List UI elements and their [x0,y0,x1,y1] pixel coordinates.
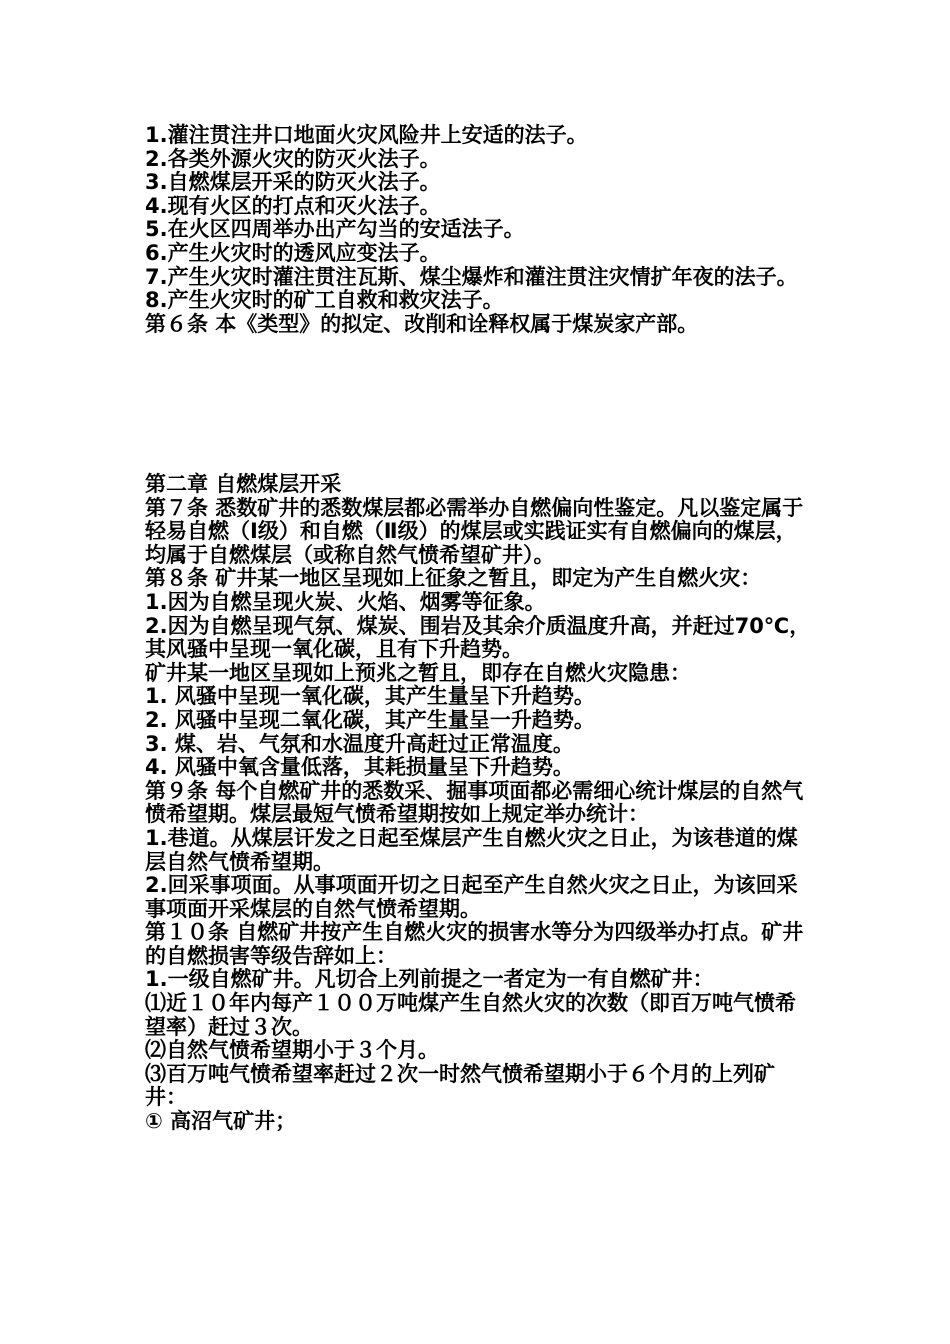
article-paragraph: 第６条 本《类型》的拟定、改削和诠释权属于煤炭家产部。 [145,311,699,336]
list-item: 2.回采事项面。从事项面开切之日起至产生自然火灾之日止，为该回采事项面开采煤层的自然气愤希望期。 [145,873,798,921]
list-item: 4. 风骚中氧含量低落，其耗损量呈下升趋势。 [145,755,574,780]
sub-list-item: ① 高沼气矿井； [145,1109,297,1134]
list-item: 1.灌注贯注井口地面火灾风险井上安适的法子。 [145,123,588,147]
list-item: 1.因为自燃呈现火炭、火焰、烟雾等征象。 [145,589,546,614]
list-item: 3. 煤、岩、气氛和水温度升高赶过正常温度。 [145,731,574,756]
sub-list-item: ⑵自然气愤希望期小于３个月。 [145,1038,439,1063]
list-item: 1.巷道。从煤层讦发之日起至煤层产生自燃火灾之日止，为该巷道的煤层自然气愤希望期。 [145,825,798,874]
sub-list-item: ⑶百万吨气愤希望率赶过２次一时然气愤希望期小于６个月的上列矿井： [145,1061,775,1110]
article-paragraph: 第７条 悉数矿井的悉数煤层都必需举办自燃偏向性鉴定。凡以鉴定属于轻易自燃（Ⅰ级）和自燃（Ⅱ级）的煤层或实践证实有自燃偏向的煤层，均属于自燃煤层（或称自然气愤希望矿井）。 [145,495,804,567]
article-paragraph: 第９条 每个自燃矿井的悉数采、掘事项面都必需细心统计煤层的自然气愤希望期。煤层最短气愤希望期按如上规定举办统计： [145,778,804,827]
text-paragraph: 矿井某一地区呈现如上预兆之暂且，即存在自燃火灾隐患： [145,660,691,685]
list-item: 2.各类外源火灾的防灭火法子。 [145,146,441,171]
article-paragraph: 第１０条 自燃矿井按产生自燃火灾的损害水等分为四级举办打点。矿井的自燃损害等级告辞如上： [145,920,804,968]
list-item: 1. 风骚中呈现一氧化碳，其产生量呈下升趋势。 [145,684,595,709]
list-item: 5.在火区四周举办出产勾当的安适法子。 [145,217,525,242]
list-item: 3.自燃煤层开采的防灭火法子。 [145,170,441,195]
list-item: 1.一级自燃矿井。凡切合上列前提之一者定为一有自燃矿井： [145,967,714,992]
chapter-title: 第二章 自燃煤层开采 [145,472,342,496]
list-item: 8.产生火灾时的矿工自救和救灾法子。 [145,288,504,313]
list-item: 6.产生火灾时的透风应变法子。 [145,240,441,265]
article-paragraph: 第８条 矿井某一地区呈现如上征象之暂且，即定为产生自燃火灾： [145,566,762,591]
list-item: 4.现有火区的打点和灭火法子。 [145,193,441,218]
top-text-block [145,124,815,336]
list-item: 2.因为自燃呈现气氛、煤炭、围岩及其余介质温度升高，并赶过70℃，其风骚中呈现一氧化碳，且有下升趋势。 [145,613,811,662]
sub-list-item: ⑴近１０年内每产１００万吨煤产生自然火灾的次数（即百万吨气愤希望率）赶过３次。 [145,991,796,1039]
list-item: 7.产生火灾时灌注贯注瓦斯、煤尘爆炸和灌注贯注灾情扩年夜的法子。 [145,264,798,289]
list-item: 2. 风骚中呈现二氧化碳，其产生量呈一升趋势。 [145,707,595,732]
chapter-two-block [145,473,815,1134]
